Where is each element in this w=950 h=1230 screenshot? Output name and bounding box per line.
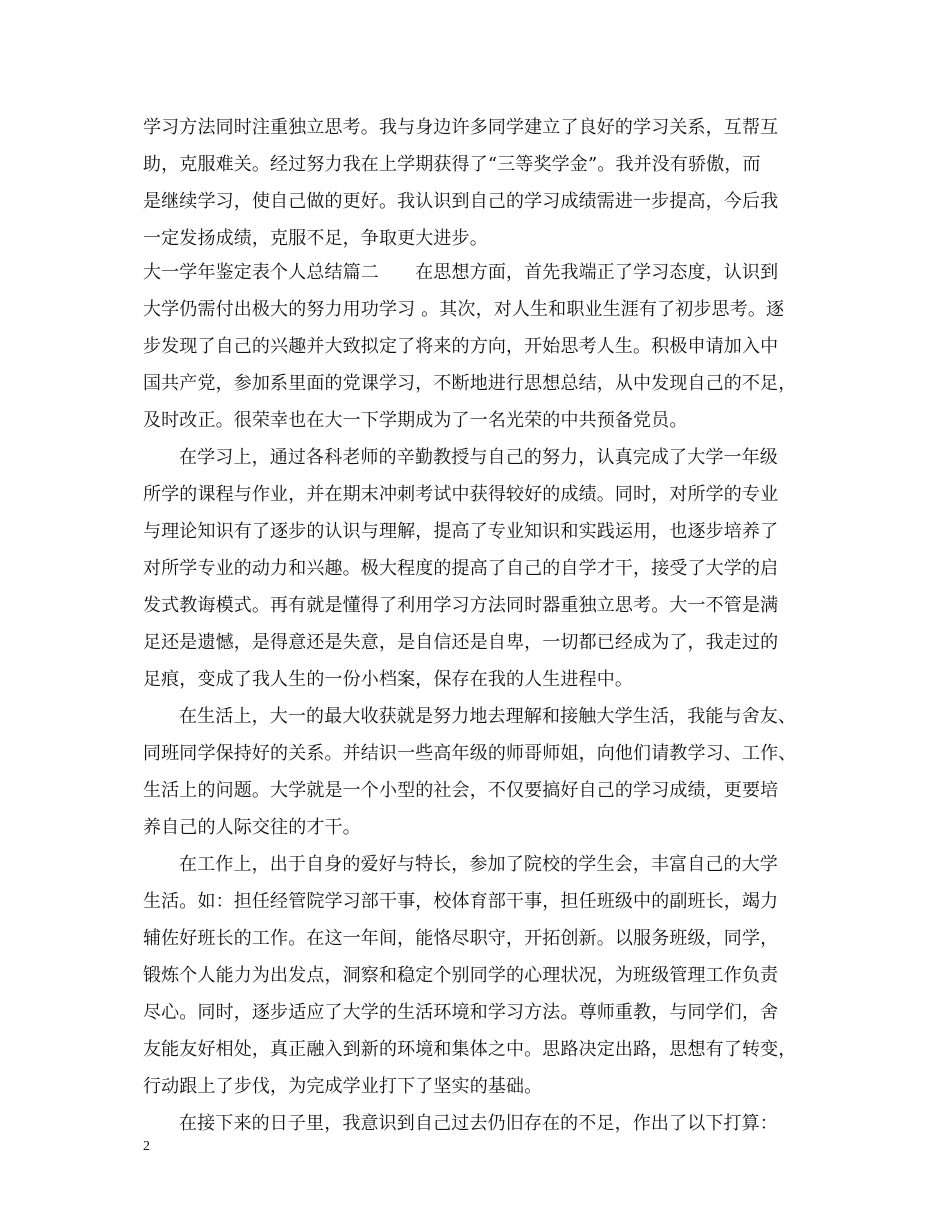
paragraph-first-line: 在学习上，通过各科老师的辛勤教授与自己的努力，认真完成了大学一年级	[179, 447, 778, 468]
text-line: 是继续学习，使自己做的更好。我认识到自己的学习成绩需进一步提高，今后我	[143, 191, 779, 212]
text-line: 生活上的问题。大学就是一个小型的社会，不仅要搞好自己的学习成绩，更要培	[143, 780, 779, 801]
text-line: 国共产党，参加系里面的党课学习，不断地进行思想总结，从中发现自己的不足，	[143, 373, 797, 394]
paragraph-first-line: 在生活上，大一的最大收获就是努力地去理解和接触大学生活，我能与舍友、	[179, 706, 797, 727]
text-line: 锻炼个人能力为出发点，洞察和稳定个别同学的心理状况，为班级管理工作负责	[143, 965, 779, 986]
text-line: 尽心。同时，逐步适应了大学的生活环境和学习方法。尊师重教，与同学们，舍	[143, 1002, 779, 1023]
text-line: 对所学专业的动力和兴趣。极大程度的提高了自己的自学才干，接受了大学的启	[143, 558, 779, 579]
text-line: 同班同学保持好的关系。并结识一些高年级的师哥师姐，向他们请教学习、工作、	[143, 743, 797, 764]
text-line: 及时改正。很荣幸也在大一下学期成为了一名光荣的中共预备党员。	[143, 410, 688, 431]
text-line: 大学仍需付出极大的努力用功学习 。其次，对人生和职业生涯有了初步思考。逐	[143, 299, 785, 320]
text-line: 行动跟上了步伐，为完成学业打下了坚实的基础。	[143, 1076, 543, 1097]
text-line: 辅佐好班长的工作。在这一年间，能恪尽职守，开拓创新。以服务班级，同学，	[143, 928, 779, 949]
text-line: 一定发扬成绩，克服不足，争取更大进步。	[143, 228, 488, 249]
text-line: 与理论知识有了逐步的认识与理解，提高了专业知识和实践运用，也逐步培养了	[143, 521, 779, 542]
paragraph-first-line: 在工作上，出于自身的爱好与特长，参加了院校的学生会，丰富自己的大学	[179, 854, 778, 875]
section-heading-line: 大一学年鉴定表个人总结篇二 在思想方面，首先我端正了学习态度，认识到	[143, 262, 779, 283]
text-line: 助，克服难关。经过努力我在上学期获得了“三等奖学金”。我并没有骄傲，而	[143, 154, 761, 175]
text-line: 养自己的人际交往的才干。	[143, 817, 361, 838]
page-number: 2	[143, 1139, 150, 1154]
text-line: 足还是遗憾，是得意还是失意，是自信还是自卑，一切都已经成为了，我走过的	[143, 632, 779, 653]
text-line: 生活。如：担任经管院学习部干事，校体育部干事，担任班级中的副班长，竭力	[143, 891, 779, 912]
text-line: 步发现了自己的兴趣并大致拟定了将来的方向，开始思考人生。积极申请加入中	[143, 336, 779, 357]
text-line: 所学的课程与作业，并在期末冲刺考试中获得较好的成绩。同时，对所学的专业	[143, 484, 779, 505]
text-line: 足痕，变成了我人生的一份小档案，保存在我的人生进程中。	[143, 669, 634, 690]
text-line: 发式教诲模式。再有就是懂得了利用学习方法同时器重独立思考。大一不管是满	[143, 595, 779, 616]
text-line: 友能友好相处，真正融入到新的环境和集体之中。思路决定出路，思想有了转变，	[143, 1039, 797, 1060]
text-line: 学习方法同时注重独立思考。我与身边许多同学建立了良好的学习关系，互帮互	[143, 117, 779, 138]
paragraph-first-line: 在接下来的日子里，我意识到自己过去仍旧存在的不足，作出了以下打算：	[179, 1113, 778, 1134]
